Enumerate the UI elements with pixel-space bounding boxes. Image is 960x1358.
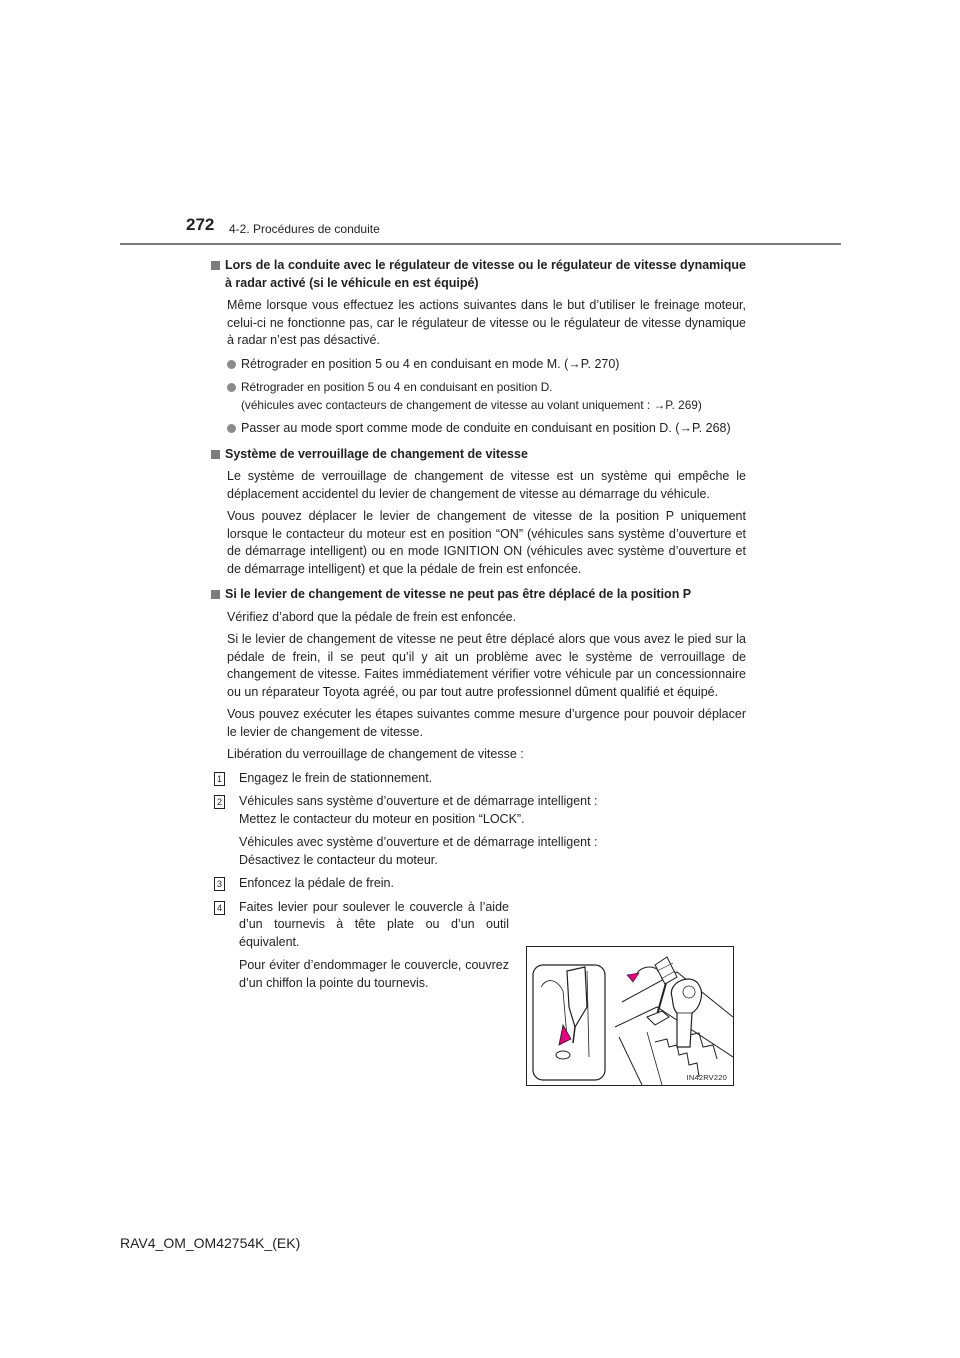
step-note: Pour éviter d’endommager le couvercle, couvrez d’un chiffon la pointe du tournevis. bbox=[239, 958, 509, 990]
figure-code: IN42RV220 bbox=[686, 1073, 727, 1082]
section-title bbox=[211, 586, 746, 604]
step-text: Désactivez le contacteur du moteur. bbox=[239, 852, 438, 867]
bullet-item bbox=[227, 356, 746, 374]
section-title bbox=[211, 446, 746, 464]
step-number: 1 bbox=[214, 772, 225, 786]
circle-bullet-icon bbox=[227, 424, 236, 433]
page-number: 272 bbox=[186, 215, 215, 234]
section-lever-stuck bbox=[211, 586, 746, 764]
step-text: Véhicules avec système d’ouverture et de démarrage intelligent : bbox=[239, 835, 598, 849]
step-text: Mettez le contacteur du moteur en position “LOCK”. bbox=[239, 811, 525, 826]
circle-bullet-icon bbox=[227, 360, 236, 369]
circle-bullet-icon bbox=[227, 383, 236, 392]
step-number: 4 bbox=[214, 901, 225, 915]
square-bullet-icon bbox=[211, 261, 220, 270]
step-text: Véhicules sans système d’ouverture et de démarrage intelligent : bbox=[239, 794, 598, 808]
square-bullet-icon bbox=[211, 450, 220, 459]
step-4 bbox=[216, 899, 509, 993]
screwdriver-cover-drawing bbox=[527, 947, 733, 1085]
step-3 bbox=[216, 875, 746, 893]
step-2 bbox=[216, 793, 746, 869]
paragraph: Vous pouvez déplacer le levier de changement de vitesse de la position P uniquement lorsque le contacteur du moteur est en position “ON” (véhicules sans système d’ouverture et de démarrage intelligent) ou en mode IGNITION ON (véhicules avec système d’ouverture et de démarrage intelligent) et que la pédale de frein est enfoncée. bbox=[227, 509, 746, 576]
section-shift-lock bbox=[211, 446, 746, 579]
paragraph: Même lorsque vous effectuez les actions suivantes dans le but d’utiliser le freinage moteur, celui-ci ne fonctionne pas, car le régulateur de vitesse ou le régulateur de vitesse dynamique à radar n’est pas désactivé. bbox=[227, 298, 746, 347]
section-title-text: Lors de la conduite avec le régulateur de vitesse ou le régulateur de vitesse dynamique à radar activé (si le véhicule en est équipé) bbox=[225, 258, 746, 290]
bullet-text: (véhicules avec contacteurs de changement de vitesse au volant uniquement : →P. 269) bbox=[241, 397, 702, 412]
page-content bbox=[211, 257, 746, 992]
step-text: Faites levier pour soulever le couvercle à l’aide d’un tournevis à tête plate ou d’un outil équivalent. bbox=[239, 899, 509, 949]
header-rule bbox=[120, 243, 841, 245]
bullet-item bbox=[227, 420, 746, 438]
bullet-text: Passer au mode sport comme mode de conduite en conduisant en position D. (→P. 268) bbox=[241, 421, 731, 435]
chapter-title: 4-2. Procédures de conduite bbox=[229, 222, 380, 236]
paragraph: Vérifiez d’abord que la pédale de frein est enfoncée. bbox=[227, 609, 517, 624]
section-title-text: Système de verrouillage de changement de vitesse bbox=[225, 446, 528, 461]
step-number: 3 bbox=[214, 877, 225, 891]
step-text: Enfoncez la pédale de frein. bbox=[239, 876, 394, 890]
paragraph: Si le levier de changement de vitesse ne peut être déplacé alors que vous avez le pied sur la pédale de frein, il se peut qu’il y ait un problème avec le système de verrouillage de changement de vitesse. Faites immédiatement vérifier votre véhicule par un concessionnaire ou un réparateur Toyota agréé, ou par tout autre professionnel dûment qualifié et équipé. bbox=[227, 632, 746, 699]
paragraph: Libération du verrouillage de changement de vitesse : bbox=[227, 747, 524, 761]
square-bullet-icon bbox=[211, 590, 220, 599]
bullet-text: Rétrograder en position 5 ou 4 en conduisant en position D. bbox=[241, 380, 553, 394]
shift-lock-illustration bbox=[526, 946, 734, 1086]
section-cruise-control bbox=[211, 257, 746, 438]
bullet-text: Rétrograder en position 5 ou 4 en conduisant en mode M. (→P. 270) bbox=[241, 356, 620, 371]
section-title-text: Si le levier de changement de vitesse ne peut pas être déplacé de la position P bbox=[225, 587, 692, 601]
paragraph: Le système de verrouillage de changement de vitesse est un système qui empêche le déplacement accidentel du levier de changement de vitesse au démarrage du véhicule. bbox=[227, 469, 746, 501]
document-code: RAV4_OM_OM42754K_(EK) bbox=[120, 1235, 301, 1251]
step-number: 2 bbox=[214, 795, 225, 809]
step-1 bbox=[216, 770, 746, 788]
step-text: Engagez le frein de stationnement. bbox=[239, 770, 433, 785]
paragraph: Vous pouvez exécuter les étapes suivantes comme mesure d’urgence pour pouvoir déplacer le levier de changement de vitesse. bbox=[227, 707, 746, 739]
section-title bbox=[211, 257, 746, 292]
bullet-item bbox=[227, 379, 746, 414]
